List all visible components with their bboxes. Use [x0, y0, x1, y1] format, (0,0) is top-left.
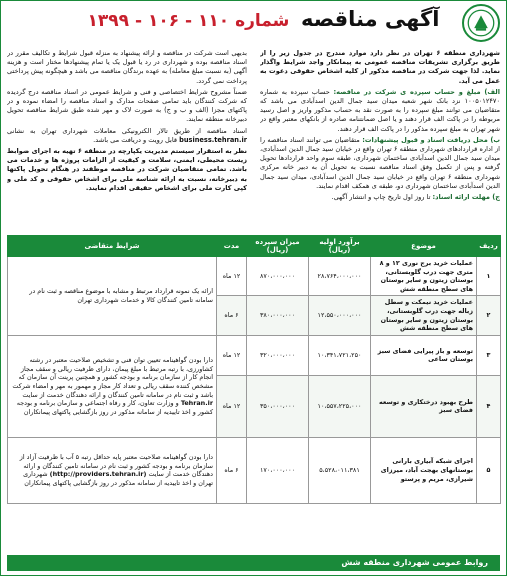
- notice-number: شماره ۱۱۰ - ۱۰۶ - ۱۳۹۹: [87, 11, 290, 31]
- left-paragraph-3-end: قابل رویت و دریافت می باشد.: [93, 135, 178, 144]
- section-b-text: متقاضیان می توانند اسناد مناقصه را از اداره قراردادهای شهرداری منطقه ۶ تهران واقع در خیابان سید جمال الدین اسدآبادی، میدان سید جمال الدین اسدآبادی ساختمان شهرداری، طبقه سوم واحد قراردادها تحویل گرفته و پس از تکمیل وفق اسناد مناقصه نسبت به تحویل آن به دبیر خانه مرکزی شهرداری منطقه ۶ تهران واقع در خیابان سید جمال الدین اسدآبادی، میدان سید جمال الدین اسدآبادی ساختمان شهرداری دو، طبقه ی همکف اقدام نمایند.: [260, 135, 500, 190]
- row-topic: عملیات خرید نیمکت و سطل زباله جهت درب گلوبستانی، بوستان زیتون و سایر بوستان های سطح منطقه شش: [371, 296, 477, 335]
- row-duration: ۶ ماه: [217, 296, 247, 335]
- row-conditions: [8, 437, 217, 503]
- row-estimate: ۱۰،۵۵۷،۲۲۵،۰۰۰: [309, 375, 371, 437]
- left-paragraph-4: نظر به استقرار سیستم مدیریت یکپارچه در منطقه ۶ تهیه به اجرای ضوابط زیست محیطی، ایمنی، سلامت و کیفیت از الزامات پروژه ها و خدمات می باشد. تمامی متقاضیان شرکت در مناقصه موظفند در هنگام تحویل پاکتها به دبیرخانه، نسبت به ارائه شناسه ملی برای اشخاص حقوقی و کد ملی و کپی کارت ملی برای اشخاص حقیقی اقدام نمایند.: [7, 147, 247, 192]
- header-duration: مدت: [217, 236, 247, 257]
- row-duration: ۱۲ ماه: [217, 257, 247, 296]
- table-row: [8, 437, 501, 503]
- header-conditions: شرایط متقاضی: [8, 236, 217, 257]
- public-relations-footer: روابط عمومی شهرداری منطقه شش: [7, 555, 500, 571]
- right-column: [260, 49, 500, 229]
- row-conditions: [8, 335, 217, 437]
- row-duration: ۱۲ ماه: [217, 335, 247, 375]
- supplier-site-link[interactable]: Tehran.ir: [180, 399, 213, 408]
- row-deposit: ۱۷۰،۰۰۰،۰۰۰: [247, 437, 309, 503]
- table-row: [8, 257, 501, 296]
- section-b-title: ب) محل دریافت اسناد و قبول پیشنهادات:: [362, 135, 500, 144]
- row-conditions: ارائه یک نمونه قرارداد مرتبط و مشابه با موضوع مناقصه و ثبت نام در سامانه تامین کنندگان کالا و خدمات شهرداری تهران: [8, 257, 217, 336]
- row-conditions-tail: و وزارت تعاون، کار و رفاه اجتماعی و سازمان برنامه و بودجه کشور و اخذ تاییدیه از سامانه مذکور در روز بازگشایی پاکتهای پیمانکاران: [16, 399, 213, 416]
- left-paragraph-1: بدیهی است شرکت در مناقصه و ارائه پیشنهاد به منزله قبول شرایط و تکالیف مقرر در اسناد مناقصه بوده و شهرداری در رد یا قبول یک یا تمام پیشنهادها مختار است و هزینه آگهی (به نسبت مبلغ معامله) به عهده برندگان مناقصه می باشد و هیچگونه پیش پرداختی پرداخت نمی گردد.: [7, 49, 247, 85]
- row-number: ۳: [477, 335, 501, 375]
- tender-table: [7, 235, 501, 504]
- portal-address-link[interactable]: business.tehran.ir: [179, 135, 247, 144]
- row-topic: عملیات خرید برج نوری ۱۲ و ۸ متری جهت درب گلوبستانی، بوستان زیتون و سایر بوستان های سطح منطقه شش: [371, 257, 477, 296]
- section-c-text: تا روز اول تاریخ چاپ و انتشار آگهی.: [331, 193, 431, 202]
- header-estimate: برآورد اولیه (ریال): [309, 236, 371, 257]
- row-number: ۲: [477, 296, 501, 335]
- row-topic: طرح بهبود درختکاری و توسعه فضای سبز: [371, 375, 477, 437]
- providers-site-link[interactable]: (http://providers.tehran.ir): [49, 470, 147, 479]
- header-topic: موضوع: [371, 236, 477, 257]
- header-deposit: میزان سپرده (ریال): [247, 236, 309, 257]
- table-row: [8, 335, 501, 375]
- row-topic: توسعه و باز پیرایی فضای سبز بوستان ساعی: [371, 335, 477, 375]
- left-paragraph-3-start: اسناد مناقصه از طریق تالار الکترونیکی معاملات شهرداری تهران به نشانی: [7, 126, 247, 135]
- row-deposit: ۳۸۰،۰۰۰،۰۰۰: [247, 296, 309, 335]
- row-deposit: ۳۵۰،۰۰۰،۰۰۰: [247, 375, 309, 437]
- section-a-title: الف) مبلغ و حساب سپرده ی شرکت در مناقصه:: [333, 87, 500, 96]
- row-deposit: ۸۷۰،۰۰۰،۰۰۰: [247, 257, 309, 296]
- left-column: [7, 49, 247, 229]
- section-c-title: ج) مهلت ارائه اسناد:: [432, 193, 500, 202]
- section-a-text: حساب سپرده به شماره ۱۰۰۵۰۱۲۴۷۰ نزد بانک شهر شعبه میدان سید جمال الدین اسدآبادی می باشد که متقاضیان می توانند مبلغ سپرده را به صورت نقد به حساب مذکور واریز و اصل رسید مربوطه را در پاکت الف قرار دهند و یا اصل ضمانتنامه صادره از بانکهای معتبر واقع در شهر تهران به مبلغ سپرده مذکور را در پاکت الف قرار دهند.: [260, 87, 500, 133]
- row-topic: اجرای شبکه آبیاری بارانی بوستانهای بهجت آباد، میرزای شیرازی، مریم و پرستو: [371, 437, 477, 503]
- notice-title-text: آگهی مناقصه: [300, 7, 440, 31]
- municipality-logo-icon: [462, 4, 500, 42]
- left-paragraph-2: ضمناً مشروح شرایط اختصاصی و فنی و شرایط عمومی در اسناد مناقصه درج گردیده که شرکت کنندگان باید تمامی صفحات مدارک و اسناد مناقصه را امضاء نموده و در پاکتهای مجزا (الف و ب و ج) به صورت لاک و مهر شده طبق شرایط مناقصه تحویل دبیرخانه منطقه نمایند.: [7, 87, 247, 124]
- notice-title: [81, 7, 446, 31]
- row-duration: ۶ ماه: [217, 437, 247, 503]
- row-number: ۴: [477, 375, 501, 437]
- row-deposit: ۳۲۰،۰۰۰،۰۰۰: [247, 335, 309, 375]
- row-estimate: ۵،۵۲۸،۰۱۱،۳۸۱: [309, 437, 371, 503]
- row-estimate: ۱۲،۵۵۰،۰۰۰،۰۰۰: [309, 296, 371, 335]
- table-header-row: [8, 236, 501, 257]
- intro-paragraph: شهرداری منطقه ۶ تهران در نظر دارد موارد مندرج در جدول زیر را از طریق برگزاری تشریفات مناقصه عمومی به پیمانکار واجد شرایط واگذار نماید. لذا جهت شرکت در مناقصه مذکور از کلیه اشخاص حقوقی دعوت به عمل می آید.: [260, 49, 500, 85]
- row-duration: ۱۲ ماه: [217, 375, 247, 437]
- notice-header: [1, 1, 506, 45]
- row-conditions-text: دارا بودن گواهینامه تعیین توان فنی و تشخیص صلاحیت معتبر در رشته کشاورزی، با رتبه مرتبط با مبلغ پیمان، دارای ظرفیت ریالی و سقف مجاز انجام کار از سازمان برنامه و بودجه کشور و همچنین پرینت آن سازمان که مشخص کننده سقف ریالی و تعداد کار مجاز و مهمور به مهر و امضاء شرکت باشد و ثبت نام در سامانه تامین کنندگان و ارائه دهندگان خدمت از سایت: [12, 356, 213, 399]
- row-estimate: ۲۸،۷۶۴،۰۰۰،۰۰۰: [309, 257, 371, 296]
- notice-body: [7, 49, 500, 229]
- header-row-number: ردیف: [477, 236, 501, 257]
- row-number: ۵: [477, 437, 501, 503]
- row-estimate: ۱۰،۳۴۱،۷۲۱،۲۵۰: [309, 335, 371, 375]
- row-conditions-tail: شهرداری تهران و اخذ تاییدیه از سامانه مذکور در روز بازگشایی پاکتهای پیمانکاران: [23, 470, 213, 487]
- row-conditions-text: دارا بودن گواهینامه صلاحیت معتبر پایه حداقل رتبه ۵ آب با ظرفیت آزاد از سازمان برنامه و بودجه کشور و ثبت نام در سامانه تامین کنندگان و ارائه دهندگان خدمت از سایت: [19, 453, 213, 479]
- row-number: ۱: [477, 257, 501, 296]
